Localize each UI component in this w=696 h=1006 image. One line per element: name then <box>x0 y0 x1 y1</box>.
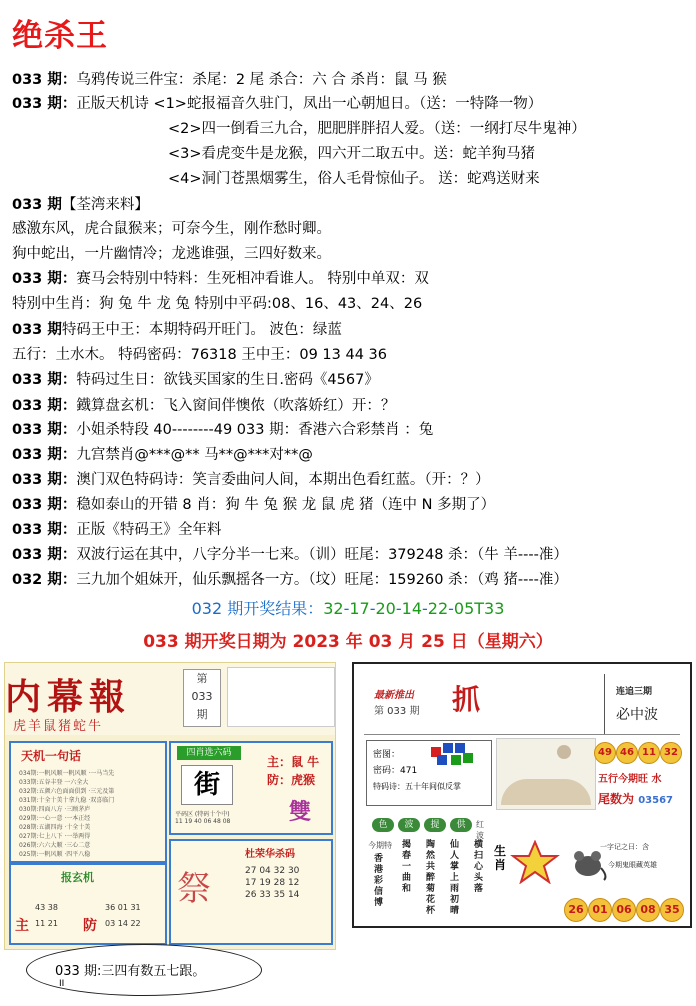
text-line <box>12 244 331 264</box>
tianji-row: 034期:一帆风顺一帆风顺 ·一马当先 <box>19 770 115 777</box>
issue-top: 第 <box>196 672 208 685</box>
line-text: 【荃湾来料】 <box>61 197 149 213</box>
color-square <box>437 755 447 765</box>
cloud-text: 033 期:三四有数五七跟。 <box>55 964 206 979</box>
issue-prefix: 033 期： <box>12 372 77 388</box>
shengxiao: 生 肖 <box>494 844 507 872</box>
color-square <box>455 743 465 753</box>
result-prefix: 032 期开奖结果： <box>191 599 324 618</box>
shama-row: 27 04 32 30 <box>245 866 300 876</box>
number-ball: 32 <box>660 742 682 764</box>
tema-poem: 特码诗：五十年间似反掌 <box>373 782 461 791</box>
page-title: 绝杀王 <box>12 18 108 54</box>
tianji-row: 028期:五湖四海 ·十全十美 <box>19 824 91 831</box>
draw-date: 033 期开奖日期为 2023 年 03 月 25 日（星期六） <box>143 632 553 652</box>
line-text: 狗中蛇出，一片幽情冷；龙逃谁强，三四好数来。 <box>12 246 331 262</box>
line-text: 特码过生日：欲钱买国家的生日.密码《4567》 <box>76 372 379 388</box>
shama-row: 17 19 28 12 <box>245 878 300 888</box>
tianji-box <box>9 741 167 863</box>
issue-prefix: 033 期 <box>12 322 62 338</box>
line-text: 五行：土水木。 特码密码：76318 王中王：09 13 44 36 <box>12 347 387 363</box>
result-num: 17 <box>349 599 370 618</box>
pill: 色 <box>372 818 394 832</box>
one-word: 一字记之曰：含 <box>600 843 649 851</box>
issue-prefix: 033 期： <box>12 547 77 563</box>
banner <box>5 663 335 735</box>
hill-shape <box>501 779 591 805</box>
sixiao-box <box>169 741 333 835</box>
line-text: 乌鸦传说三件宝：杀尾：2 尾 杀合：六 合 杀肖：鼠 马 猴 <box>76 72 447 88</box>
issue-prefix: 033 期： <box>12 96 77 112</box>
divider <box>364 734 680 735</box>
line-text: 九宫禁肖@***@** 马**@***对**@ <box>76 447 313 463</box>
pill: 供 <box>450 818 472 832</box>
shama-box <box>169 839 333 945</box>
banner-title: 内幕報 <box>5 676 132 718</box>
result-num: 32 <box>323 599 344 618</box>
result-last: T33 <box>474 599 505 618</box>
three-periods: 连追三期 <box>616 687 653 697</box>
tianji-row: 029期:一心一意 ·一本正经 <box>19 815 91 822</box>
text-line <box>12 269 429 289</box>
xuanji-num: 11 21 <box>35 919 58 928</box>
issue-prefix: 033 期： <box>12 72 77 88</box>
xuanji-num: 03 14 22 <box>105 919 141 928</box>
text-line <box>12 320 342 340</box>
text-line <box>12 294 422 314</box>
issue-prefix: 033 期： <box>12 497 77 513</box>
text-line <box>168 119 586 139</box>
shama-title: 杜荣华杀码 <box>245 849 295 860</box>
text-line <box>12 195 149 215</box>
line-text: <3>看虎变牛是龙猴，四六开二取五中。送：蛇羊狗马猪 <box>168 146 536 162</box>
vertical-col: 揭 春 一 曲 和 <box>402 840 412 894</box>
pill: 提 <box>424 818 446 832</box>
line-text: 感激东风，虎合鼠猴来；可奈今生，刚作愁时卿。 <box>12 221 331 237</box>
xuanji-num: 36 01 31 <box>105 903 141 912</box>
shama-rows <box>245 865 299 901</box>
must-hit-wave: 必中波 <box>616 707 658 723</box>
issue-prefix: 033 期： <box>12 447 77 463</box>
line-text: 三九加个姐妹开，仙乐飘摇各一方。（坟）旺尾：159260 杀：（鸡 猪----准） <box>76 572 568 588</box>
text-line <box>12 396 395 416</box>
tianji-row: 032期:五颜六色面面俱到 ·三元及第 <box>19 788 115 795</box>
color-square <box>463 753 473 763</box>
number-ball: 01 <box>588 898 612 922</box>
tianji-row: 033期:五谷丰登 一六全大 <box>19 779 89 786</box>
issue-prefix: 033 期： <box>12 522 77 538</box>
xuanji-num: 43 38 <box>35 903 58 912</box>
wuxing: 五行今期旺 水 <box>598 774 662 785</box>
line-text: 澳门双色特码诗：笑言委曲问人间，本期出色看红蓝。（开：？） <box>76 472 490 488</box>
line-text: 赛马会特别中特料：生死相冲看谁人。 特别中单双：双 <box>76 271 429 287</box>
number-ball: 26 <box>564 898 588 922</box>
text-line <box>12 470 490 490</box>
text-line <box>12 345 387 365</box>
shuang-char: 雙 <box>289 800 312 825</box>
tianji-row: 025期:一帆风顺 ·四平八稳 <box>19 851 91 858</box>
issue-label: 第 033 期 <box>374 706 420 717</box>
line-text: <4>洞门苍黑烟雾生，俗人毛骨惊仙子。 送：蛇鸡送财来 <box>168 171 540 187</box>
code-number: 密码：471 <box>373 766 418 776</box>
line-text: 鐡算盘玄机：飞入窗间伴懊侬（吹落娇红）开：？ <box>76 398 396 414</box>
code-image-label: 密图： <box>373 750 401 760</box>
zhu-fang: 主：鼠 牛 防：虎猴 <box>267 755 320 787</box>
result-num: 05 <box>453 599 475 618</box>
text-line <box>12 545 568 565</box>
newspaper-image-left <box>4 662 336 950</box>
number-ball: 08 <box>636 898 660 922</box>
tianji-row: 031期:十全十美十拿九稳 ·双喜临门 <box>19 797 115 804</box>
sixiao-title: 四肖选六码 <box>177 746 241 760</box>
text-line <box>12 520 221 540</box>
color-square <box>451 755 461 765</box>
text-line <box>12 570 568 590</box>
vertical-col: 仙 人 掌 上 雨 初 晴 <box>450 840 460 916</box>
result-num: 22 <box>427 599 449 618</box>
line-text: <2>四一倒看三九合，肥肥胖胖招人爱。（送：一纲打尽牛鬼神） <box>168 121 586 137</box>
blank-box <box>227 667 335 727</box>
vertical-col: 香 港 彩 信 博 <box>374 854 384 908</box>
shama-row: 26 33 35 14 <box>245 890 300 900</box>
issue-prefix: 033 期 <box>12 197 62 213</box>
issue-prefix: 033 期： <box>12 271 77 287</box>
result-num: 20 <box>375 599 396 618</box>
number-ball: 35 <box>660 898 684 922</box>
hero-note: 今期鬼眼藏英雄 <box>608 861 657 869</box>
xuanji-zhu: 主 <box>15 918 29 934</box>
line-text: 正版天机诗 <1>蛇报福音久驻门，凤出一心朝旭日。（送：一特降一物） <box>76 96 543 112</box>
new-release: 最新推出 <box>374 690 414 701</box>
line-text: 正版《特码王》全年料 <box>76 522 222 538</box>
star-icon <box>510 840 560 884</box>
tianji-row: 026期:六六大顺 ·三心二意 <box>19 842 91 849</box>
line-text: 双波行运在其中，八字分半一七来。（训）旺尾：379248 杀：（牛 羊----准） <box>76 547 568 563</box>
cloud-tail: II <box>59 979 65 989</box>
result-num: 14 <box>401 599 422 618</box>
pill: 波 <box>398 818 420 832</box>
ji-char: 祭 <box>177 869 211 909</box>
issue-number: 033 <box>191 690 213 703</box>
month-label: 今期特 <box>368 841 392 850</box>
line-text: 稳如泰山的开错 8 肖：狗 牛 兔 猴 龙 鼠 虎 猪（连中 N 多期了） <box>76 497 496 513</box>
issue-box <box>183 669 221 727</box>
number-ball: 11 <box>638 742 660 764</box>
line-text: 特码王中王：本期特码开旺门。 波色：绿蓝 <box>61 322 342 338</box>
xuanji-title: 报玄机 <box>61 871 94 884</box>
issue-prefix: 033 期： <box>12 422 77 438</box>
xuanji-box <box>9 863 167 945</box>
text-line <box>12 370 379 390</box>
line-text: 小姐杀特段 40--------49 033 期：香港六合彩禁肖 ：兔 <box>76 422 434 438</box>
issue-prefix: 032 期： <box>12 572 77 588</box>
banner-subtitle: 虎羊鼠猪蛇牛 <box>13 719 104 734</box>
text-line <box>168 144 535 164</box>
text-line <box>168 169 540 189</box>
number-ball: 06 <box>612 898 636 922</box>
zhua-char: 抓 <box>452 683 481 716</box>
tianji-rows <box>19 769 114 859</box>
text-line <box>12 94 542 114</box>
divider <box>604 674 605 734</box>
tianji-row: 030期:四面八方 ·三顾茅庐 <box>19 806 91 813</box>
issue-prefix: 033 期： <box>12 398 77 414</box>
newspaper-image-right <box>352 662 692 928</box>
issue-bottom: 期 <box>196 708 208 721</box>
number-ball: 49 <box>594 742 616 764</box>
code-box <box>366 740 492 806</box>
number-ball: 46 <box>616 742 638 764</box>
sixiao-char: 街 <box>181 765 233 805</box>
text-line <box>12 219 331 239</box>
previous-result: 032 期开奖结果：32-17-20-14-22-05T33 <box>191 599 505 618</box>
color-square <box>443 743 453 753</box>
issue-prefix: 033 期： <box>12 472 77 488</box>
text-line <box>12 495 495 515</box>
sun-shape <box>557 745 571 759</box>
text-line <box>12 420 433 440</box>
sixiao-small: 平码区 (特码十个中) 11 19 40 06 48 08 <box>175 811 231 825</box>
tianji-title: 天机一句话 <box>21 749 82 763</box>
tianji-row: 027期:七上八下 ·一举两得 <box>19 833 91 840</box>
text-line <box>12 70 447 90</box>
speech-cloud <box>26 944 262 996</box>
xuanji-fang: 防 <box>83 918 97 934</box>
weishu: 尾数为 03567 <box>598 792 673 806</box>
pill-note: 红波 <box>476 820 484 840</box>
vertical-col: 横 扫 心 头 落 <box>474 840 484 894</box>
vertical-col: 陶 然 共 醉 菊 花 杯 <box>426 840 436 916</box>
line-text: 特别中生肖：狗 兔 牛 龙 兔 特别中平码:08、16、43、24、26 <box>12 296 423 312</box>
text-line <box>12 445 313 465</box>
scenery-picture <box>496 738 596 810</box>
